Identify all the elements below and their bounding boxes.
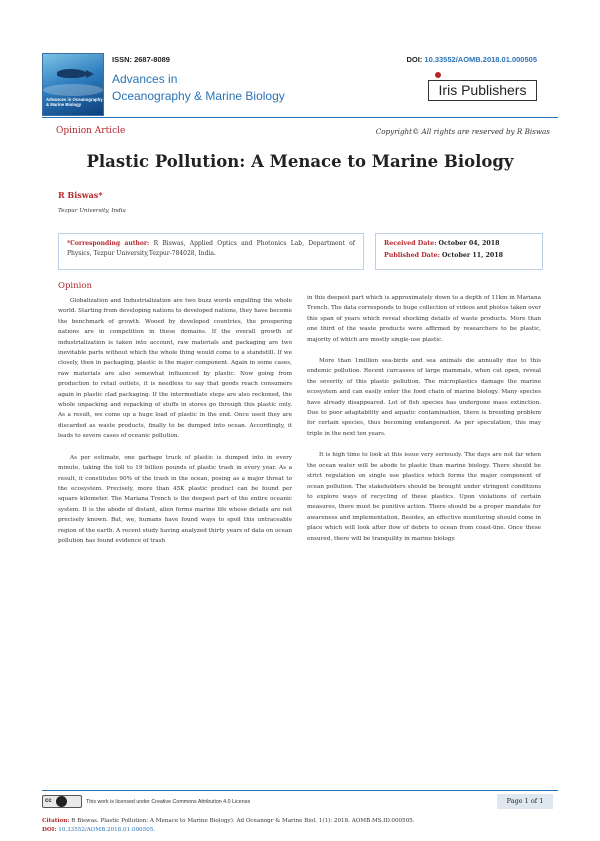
paragraph: It is high time to look at this issue very seriously. The days are not far when the ocean water will be abode to plastic than marine biology. There should be strict regulation on single use plastics which forms the major component of ocean pollution. The stakeholders should be brought under stringent conditions to explore ways of recycling of these plastics. Upon violations of certain measures, there must be punitive action. There should be a proper mandate for awareness and implementation. Besides, an effective monitoring should come in place which will look after flow of debris to ocean from coast-line. Once these ensured, there will be tranquility in marine biology.	[307, 452, 541, 542]
paragraph: in this deepest part which is approximately down to a depth of 11km in Mariana Trench. The data corresponds to huge collection of videos and photos taken over this span of years which reveal shocking details of waste products. More than one third of the waste products were affirmed by researchers to be plastic, majority of which are mostly single-use plastic.	[307, 295, 541, 343]
author-name: R Biswas*	[58, 190, 103, 200]
cover-wave	[43, 84, 103, 96]
received-date-value: October 04, 2018	[438, 240, 500, 247]
article-type: Opinion Article	[56, 126, 126, 136]
received-date-label: Received Date:	[384, 240, 437, 247]
body-column-left	[58, 296, 292, 557]
header-doi[interactable]	[406, 55, 537, 64]
author-affiliation: Tezpur University, India	[58, 208, 126, 214]
citation	[42, 818, 415, 824]
corresponding-author-label: *Corresponding author:	[67, 240, 150, 247]
published-date-value: October 11, 2018	[442, 252, 504, 259]
citation-text: R Biswas. Plastic Pollution: A Menace to Marine Biology). Ad Oceanogr & Marine Biol. 1(1): 2018. AOMB.MS.ID.000505.	[71, 818, 415, 824]
corresponding-author-box	[58, 233, 364, 270]
received-date-row	[384, 238, 534, 250]
section-heading-opinion: Opinion	[58, 281, 92, 291]
body-column-right	[307, 293, 541, 555]
cc-by-icon	[56, 796, 67, 807]
corresponding-author-text: R Biswas, Applied Optics and Photonics Lab, Department of Physics, Tezpur University,Tezpur-784028, India.	[67, 240, 356, 257]
footer-divider	[42, 790, 558, 791]
footer-doi[interactable]	[42, 827, 155, 833]
copyright-notice: Copyright© All rights are reserved by R Biswas	[375, 127, 550, 136]
paragraph: As per estimate, one garbage truck of plastic is dumped into in every minute, taking the toll to 19 billion pounds of plastic trash in every year. As a result, it constitutes 90% of the trash in the ocean, posing as a major threat to the ecosystem. Precisely, more than 45K plastic product can be found per square kilometer. The Mariana Trench is the deepest part of the entire oceanic system. It is the abode of distant, alien forms marine life whose details are not precisely known. But, we, humans have found ways to spoil this untraceable region of the earth. A recent study having analyzed thirty years of data on ocean pollution has found evidence of trash	[58, 454, 292, 544]
creative-commons-badge[interactable]	[42, 795, 82, 808]
paragraph: Globalization and Industrialization are two buzz words engulfing the whole world. Starting from developing nations to developed nations, they have become the benchmark of growth. Wooed by developed countries, the prospering nations are in competition in these domains. If the overall growth of industrialization is taken into account, raw materials and packaging are two inevitable parts without which the whole thing would come to a standstill. If we closely, then in packaging, plastic is the major component. Again in some cases, raw materials are also somewhat influenced by plastic. Now going from production to retail outlets, it is needless to say that goods reach consumers again in plastic clad packaging. If the intermediate steps are also reckoned, the whole unpacking and repacking of stuffs in stores go through this plastic only. As a result, we come up a huge load of plastic in the end. Once used they are discarded as waste products, finally to be dumped into ocean. Accordingly, it leads to severe cases of oceanic pollution.	[58, 298, 292, 440]
journal-title	[112, 71, 285, 105]
paragraph: More than 1million sea-birds and sea animals die annually due to this endemic pollution. Recent carcasses of large mammals, when cut open, reveal the severity of this plastic pollution. The microplastics damage the marine ecosystem and can easily enter the food chain of marine biology. Many species have already disappeared. Lot of fish species has undergone mass extinction. Due to poor adaptability and aquatic contamination, there is breeding problem for certain species, thus becoming endangered. As per speculation, this may triple in the next ten years.	[307, 358, 541, 437]
journal-title-line1: Advances in	[112, 72, 178, 86]
journal-title-line2: Oceanography & Marine Biology	[112, 89, 285, 103]
publisher-logo: Iris Publishers	[428, 80, 537, 101]
header-doi-label: DOI:	[406, 55, 423, 64]
footer-doi-link[interactable]: 10.33552/AOMB.2018.01.000505.	[58, 827, 156, 833]
published-date-row	[384, 250, 534, 262]
footer-doi-label: DOI:	[42, 827, 57, 833]
article-title: Plastic Pollution: A Menace to Marine Biology	[86, 152, 514, 171]
header-divider	[42, 117, 558, 118]
published-date-label: Published Date:	[384, 252, 441, 259]
citation-label: Citation:	[42, 818, 70, 824]
cc-label: cc	[45, 798, 52, 804]
header-doi-link[interactable]: 10.33552/AOMB.2018.01.000505	[424, 55, 537, 64]
issn: ISSN: 2687-8089	[112, 55, 170, 64]
license-text: This work is licensed under Creative Commons Attribution 4.0 License	[86, 799, 251, 805]
cover-fish-icon	[57, 69, 87, 78]
journal-cover-image	[42, 53, 104, 116]
dates-box	[375, 233, 543, 270]
cover-text: Advances in Oceanography & Marine Biology	[46, 97, 103, 107]
page-number: Page 1 of 1	[497, 794, 553, 809]
